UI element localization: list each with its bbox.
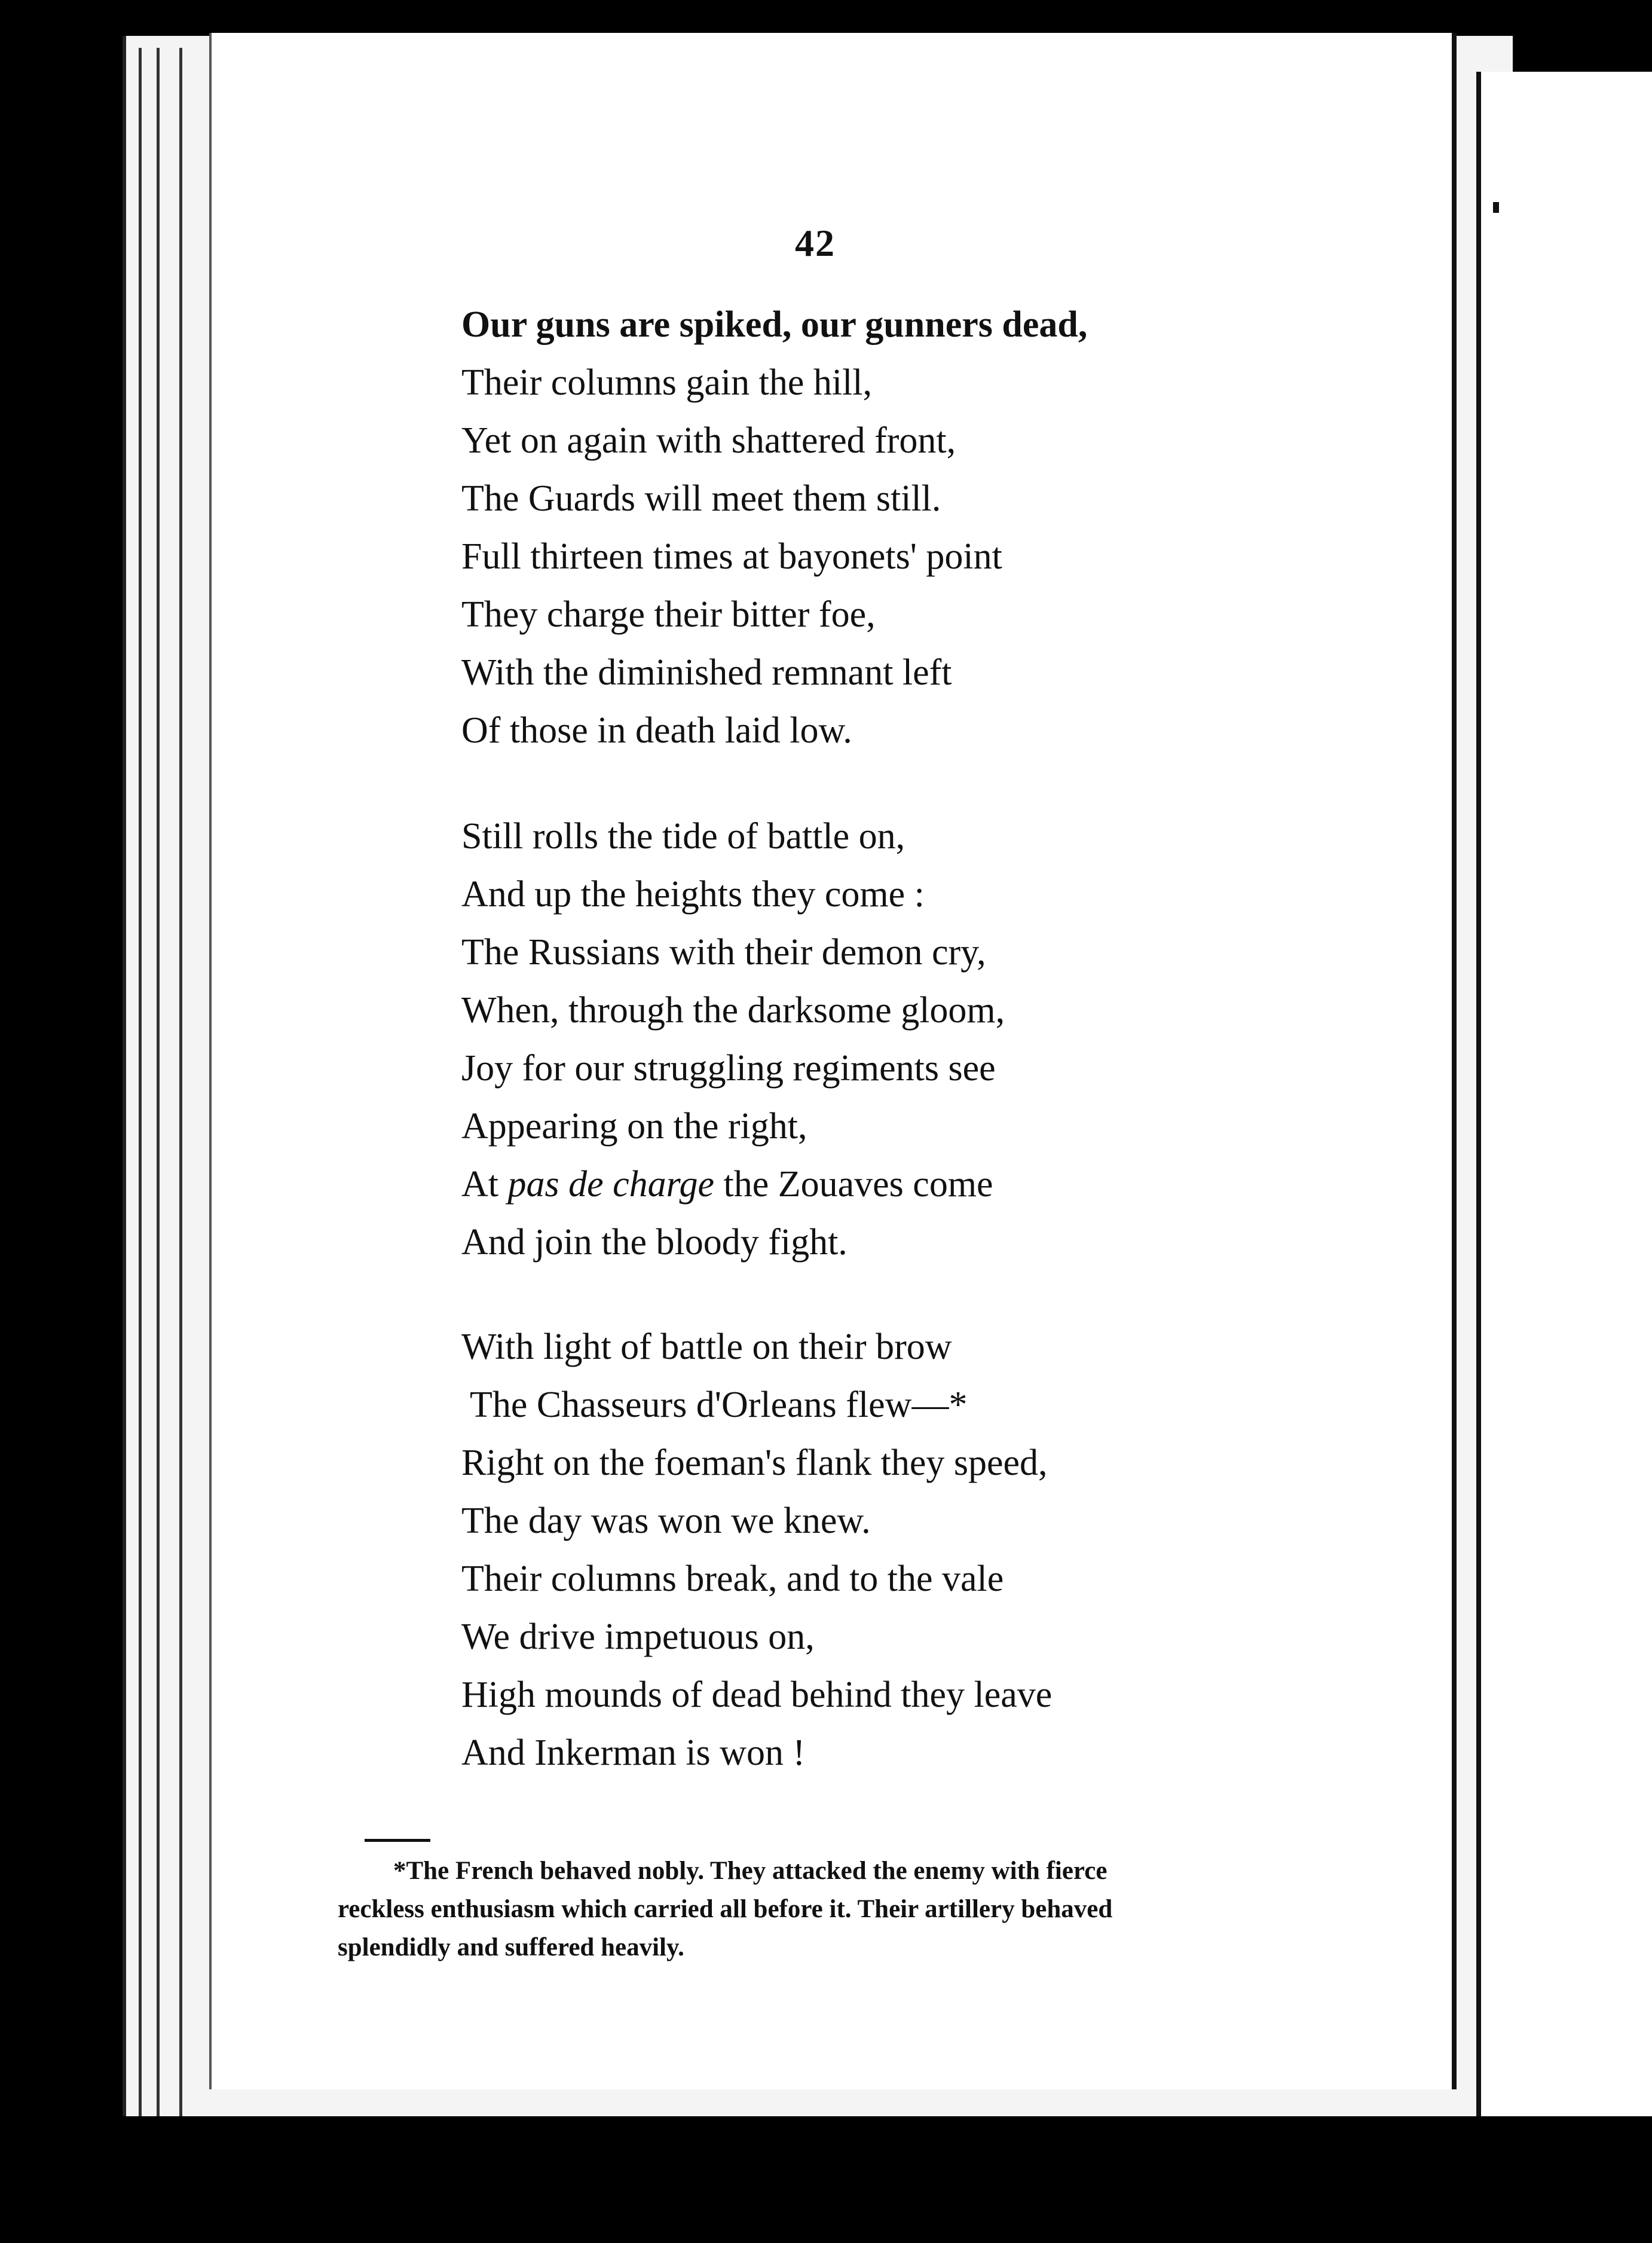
footnote-line: splendidly and suffered heavily.: [338, 1933, 684, 1961]
poem-line: And Inkerman is won !: [461, 1732, 806, 1773]
facing-page-mark: [1493, 202, 1499, 213]
poem-line: The day was won we knew.: [461, 1501, 871, 1541]
page-edge-line: [157, 48, 160, 2116]
poem-line: [461, 1156, 1005, 1214]
stanza-2: [461, 808, 1005, 1272]
page-edge-line: [179, 48, 182, 2116]
poem-line: Of those in death laid low.: [461, 710, 852, 751]
poem-line: And join the bloody fight.: [461, 1222, 848, 1263]
poem-line: And up the heights they come :: [461, 874, 925, 915]
stanza-3: [461, 1318, 1052, 1782]
poem-line: Their columns gain the hill,: [461, 362, 873, 403]
poem-line: Still rolls the tide of battle on,: [461, 816, 905, 857]
facing-page-edge: [1476, 72, 1652, 2116]
footnote-rule: [365, 1839, 430, 1842]
poem-line: With the diminished remnant left: [461, 652, 952, 693]
poem-line: With light of battle on their brow: [461, 1327, 952, 1367]
footnote-line: *The French behaved nobly. They attacked the enemy with fierce: [393, 1857, 1108, 1885]
stanza-1: [461, 296, 1087, 760]
poem-line: We drive impetuous on,: [461, 1616, 815, 1657]
poem-line: Full thirteen times at bayonets' point: [461, 536, 1002, 577]
poem-line: Appearing on the right,: [461, 1106, 807, 1147]
poem-line: Yet on again with shattered front,: [461, 420, 956, 461]
poem-line: Joy for our struggling regiments see: [461, 1048, 996, 1089]
poem-line: The Chasseurs d'Orleans flew—*: [470, 1385, 968, 1425]
poem-line: Right on the foeman's flank they speed,: [461, 1443, 1048, 1483]
poem-line: The Guards will meet them still.: [461, 478, 941, 519]
poem-line: Our guns are spiked, our gunners dead,: [461, 304, 1088, 345]
page-edge-line: [139, 48, 142, 2116]
poem-line-rest: the Zouaves come: [723, 1164, 993, 1205]
page-number: 42: [795, 222, 836, 264]
poem-line: Their columns break, and to the vale: [461, 1559, 1004, 1599]
poem-line-prefix: At: [461, 1164, 508, 1205]
poem-line: The Russians with their demon cry,: [461, 932, 986, 973]
poem-line: They charge their bitter foe,: [461, 594, 876, 635]
poem-line: When, through the darksome gloom,: [461, 990, 1005, 1031]
poem-line: High mounds of dead behind they leave: [461, 1674, 1053, 1715]
italic-phrase: pas de charge: [507, 1164, 715, 1205]
footnote-line: reckless enthusiasm which carried all before it. Their artillery behaved: [338, 1895, 1113, 1923]
footnote: [338, 1852, 1342, 1967]
